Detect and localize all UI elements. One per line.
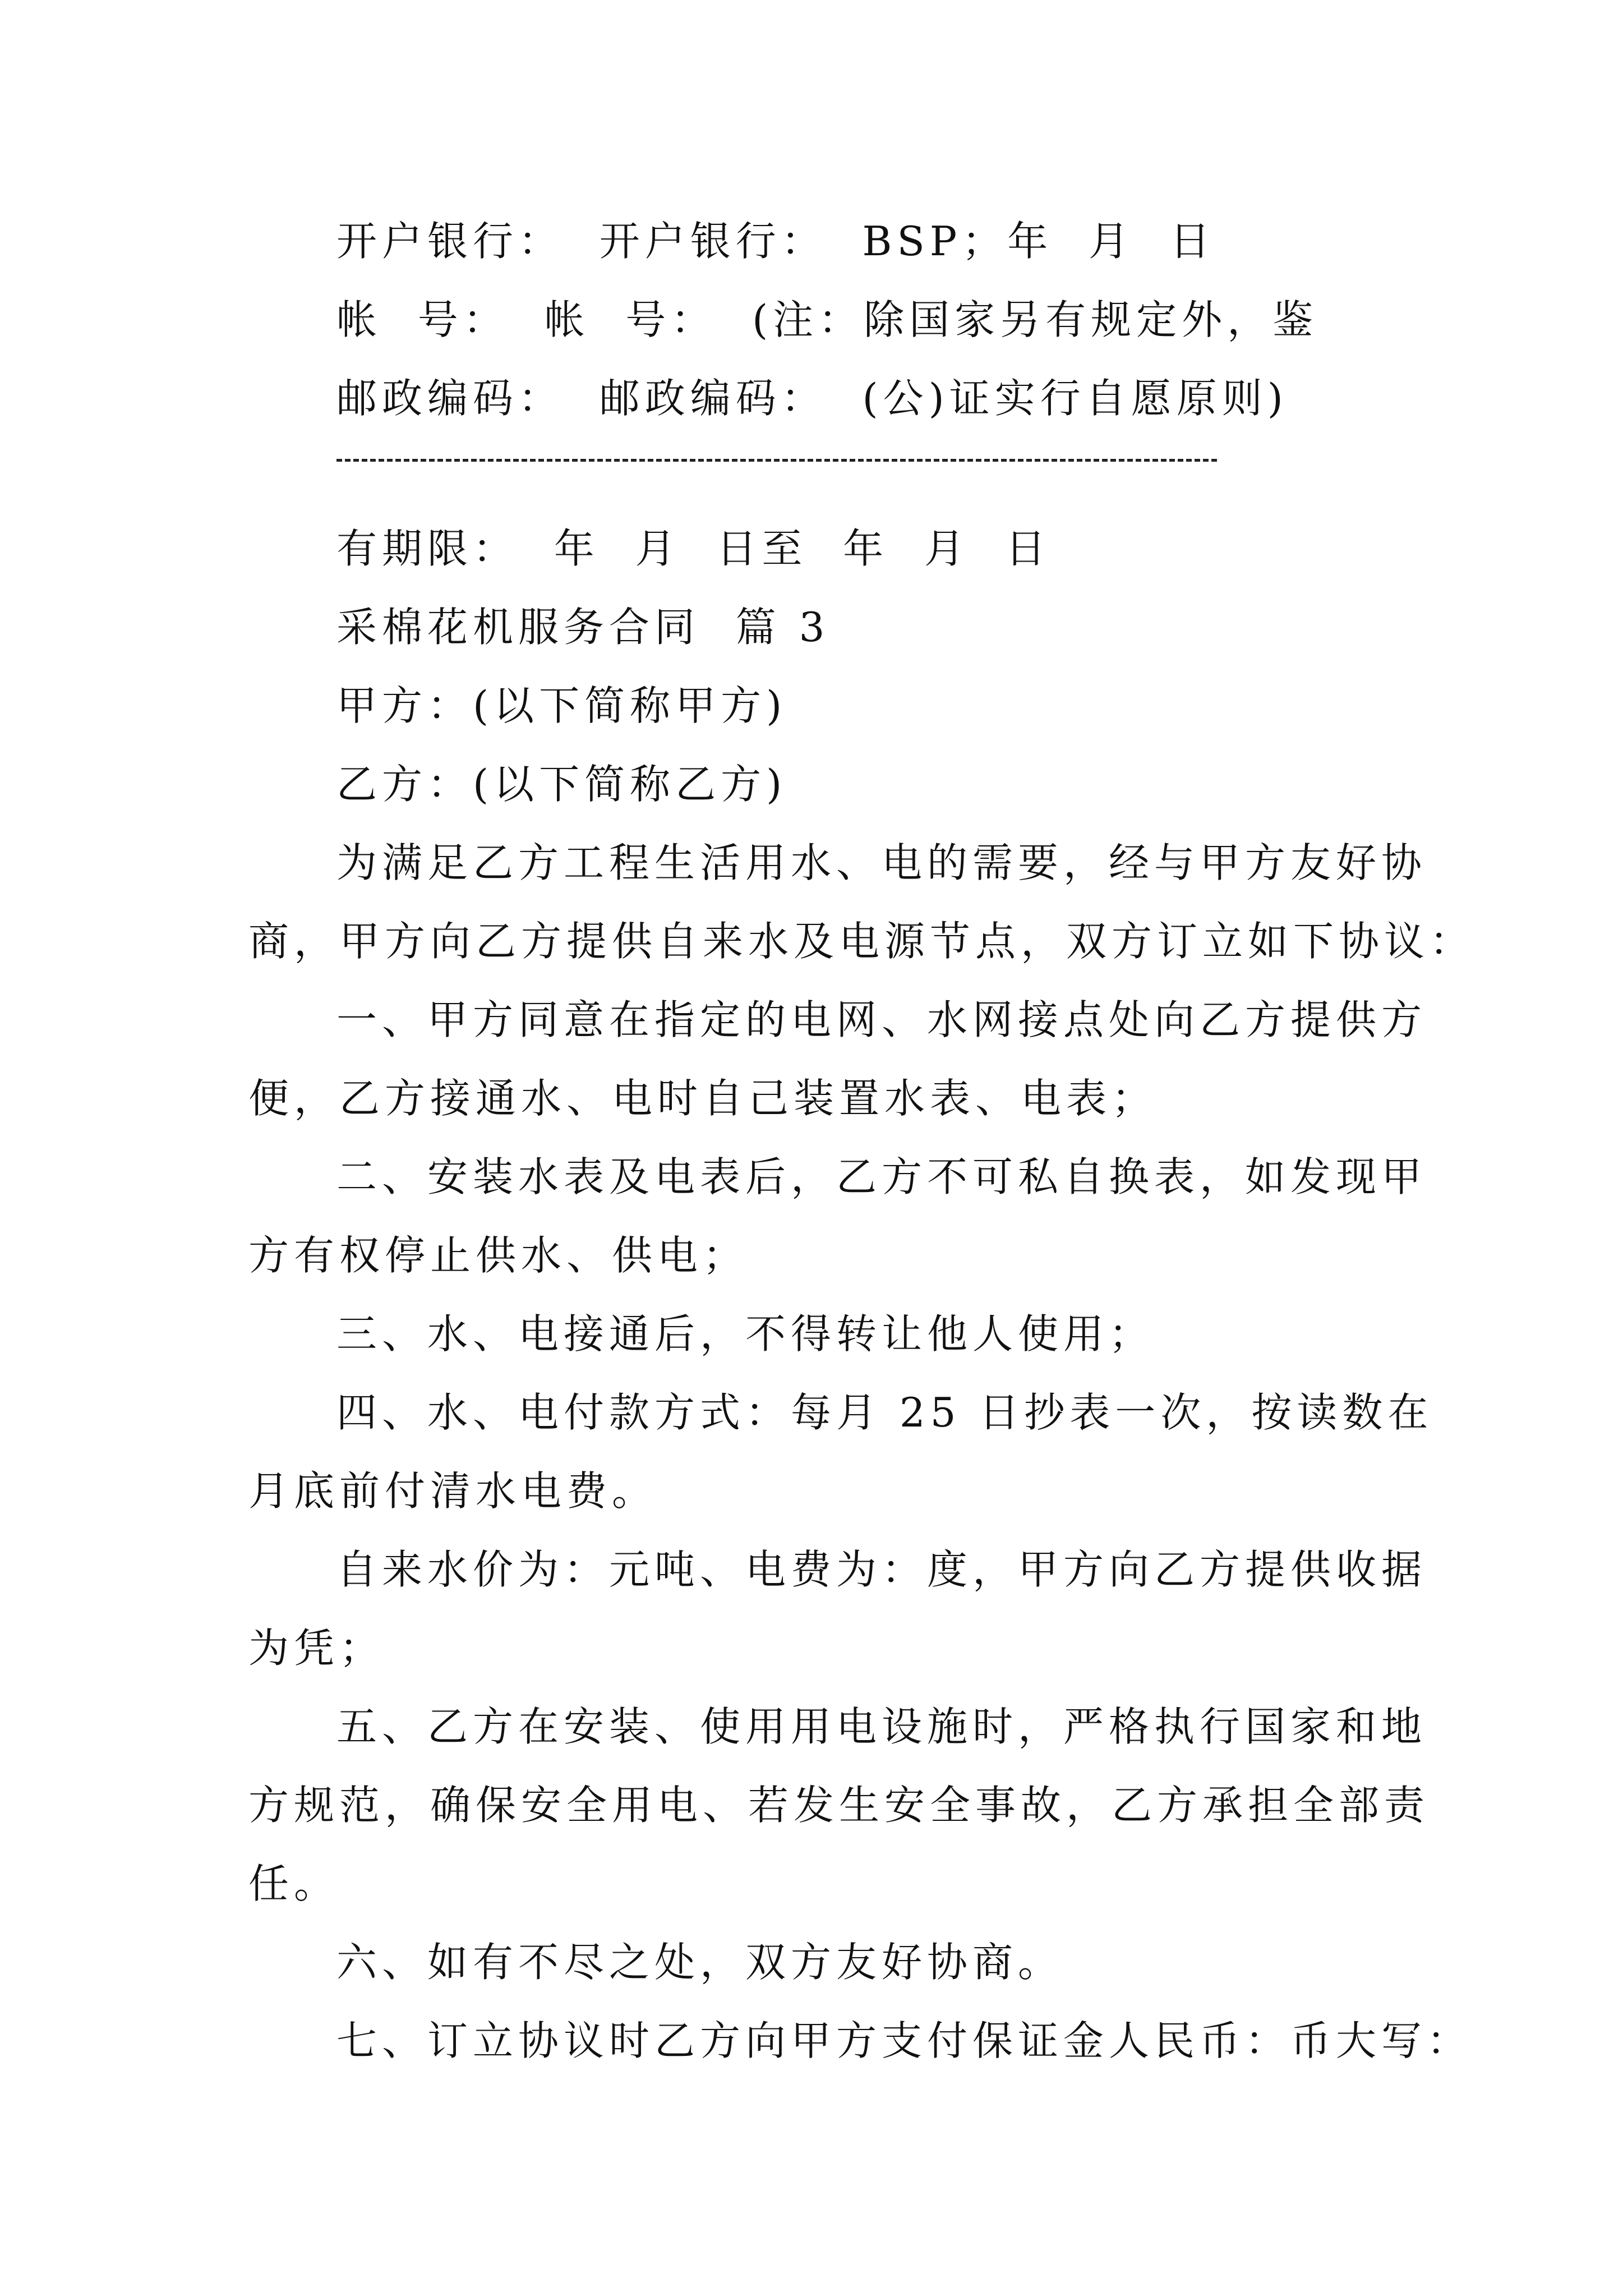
bank-line: 开户银行： 开户银行： BSP；年 月 日: [336, 218, 1215, 265]
validity-line: 有期限： 年 月 日至 年 月 日: [336, 525, 1051, 572]
paragraph-line: 六、如有不尽之处，双方友好协商。: [336, 1939, 1064, 1986]
paragraph-line: 一、甲方同意在指定的电网、水网接点处向乙方提供方: [336, 996, 1427, 1043]
party-b-line: 乙方：(以下简称乙方): [336, 761, 787, 808]
paragraph-line: 二、安装水表及电表后，乙方不可私自换表，如发现甲: [336, 1153, 1427, 1200]
separator-line: [336, 459, 1217, 462]
paragraph-line: 便，乙方接通水、电时自己装置水表、电表；: [248, 1075, 1158, 1122]
paragraph-line: 为满足乙方工程生活用水、电的需要，经与甲方友好协: [336, 839, 1427, 886]
contract-title: 采棉花机服务合同 篇 3: [336, 604, 830, 651]
account-line: 帐 号： 帐 号： (注：除国家另有规定外，鉴: [336, 296, 1318, 343]
paragraph-line: 任。: [248, 1860, 340, 1907]
paragraph-line: 自来水价为：元吨、电费为：度，甲方向乙方提供收据: [336, 1546, 1427, 1593]
paragraph-line: 七、订立协议时乙方向甲方支付保证金人民币：币大写：: [336, 2017, 1473, 2064]
paragraph-line: 五、乙方在安装、使用用电设施时，严格执行国家和地: [336, 1703, 1427, 1750]
paragraph-line: 为凭；: [248, 1625, 385, 1672]
paragraph-line: 商，甲方向乙方提供自来水及电源节点，双方订立如下协议：: [248, 918, 1476, 965]
paragraph-line: 四、水、电付款方式：每月 25 日抄表一次，按读数在: [336, 1389, 1433, 1436]
party-a-line: 甲方：(以下简称甲方): [336, 682, 787, 729]
paragraph-line: 三、水、电接通后，不得转让他人使用；: [336, 1310, 1155, 1358]
paragraph-line: 月底前付清水电费。: [248, 1467, 658, 1515]
paragraph-line: 方有权停止供水、供电；: [248, 1232, 749, 1279]
postcode-line: 邮政编码： 邮政编码： (公)证实行自愿原则): [336, 375, 1288, 422]
paragraph-line: 方规范，确保安全用电、若发生安全事故，乙方承担全部责: [248, 1782, 1430, 1829]
